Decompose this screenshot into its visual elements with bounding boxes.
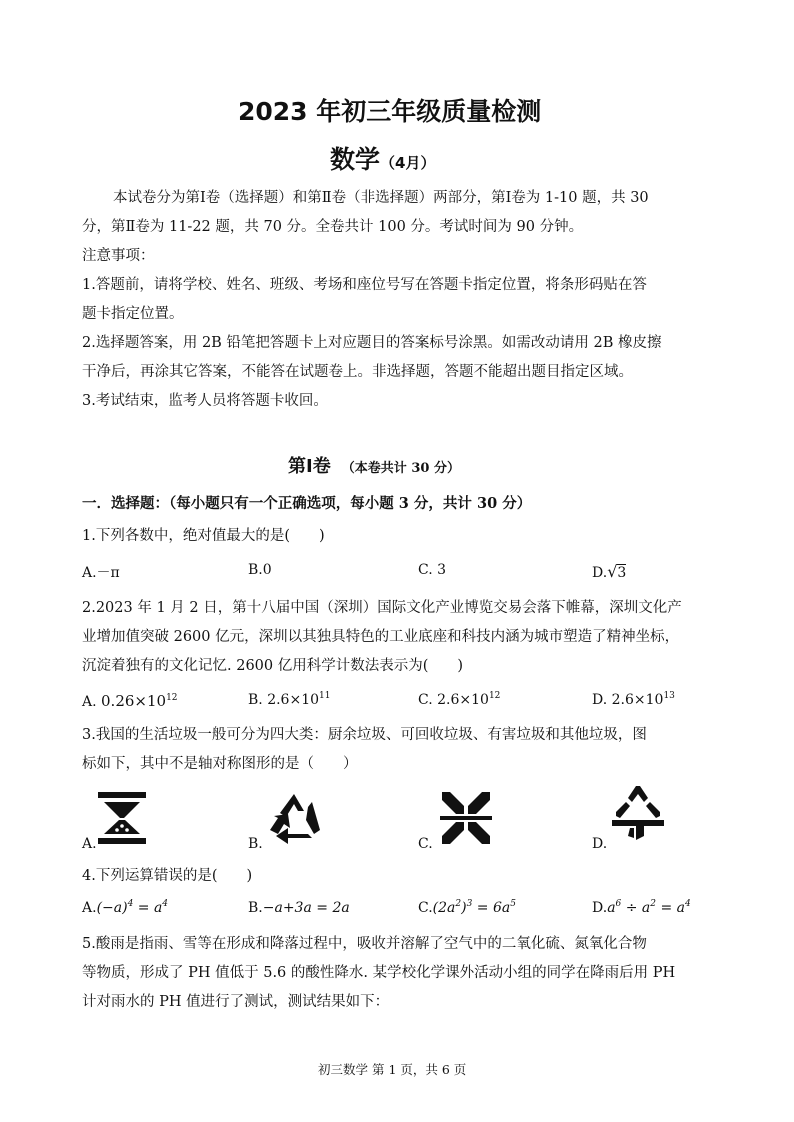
- notice-item-1a: 1.答题前，请将学校、姓名、班级、考场和座位号写在答题卡指定位置，将条形码贴在答: [82, 277, 647, 293]
- q1-option-c: C. 3: [418, 562, 447, 578]
- q2-d-exp: 13: [663, 691, 675, 701]
- q2-option-d: [592, 692, 675, 708]
- q4-c-exp2: 3: [466, 899, 473, 909]
- section-heading: 一．选择题：（每小题只有一个正确选项，每小题 3 分，共计 30 分）: [82, 495, 532, 512]
- q4-a-expr1: (−a): [96, 900, 128, 916]
- q3-line-1: 3.我国的生活垃圾一般可分为四大类：厨余垃圾、可回收垃圾、有害垃圾和其他垃圾，图: [82, 727, 647, 743]
- q2-c-exp: 12: [488, 691, 501, 701]
- q2-c-base: 2.6×10: [437, 692, 489, 708]
- sqrt-icon: √: [607, 562, 618, 581]
- q5-line-2: 等物质，形成了 PH 值低于 5.6 的酸性降水. 某学校化学课外活动小组的同学在降雨后用 PH: [82, 965, 676, 981]
- q4-d-label: D.: [592, 900, 608, 916]
- q2-line-2: 业增加值突破 2600 亿元，深圳以其独具特色的工业底座和科技内涵为城市塑造了精神坐标，: [82, 629, 680, 645]
- q4-a-expr2: = a: [133, 900, 163, 916]
- q4-c-expr3: = 6a: [472, 900, 511, 916]
- q4-d-expr1: a: [607, 900, 616, 916]
- q4-c-exp1: 2: [455, 899, 462, 909]
- q2-a-base: 0.26×10: [101, 692, 167, 710]
- q3-option-d: D.: [592, 836, 608, 852]
- q2-line-3: 沉淀着独有的文化记忆. 2600 亿用科学计数法表示为( ): [82, 658, 464, 674]
- notice-heading: 注意事项：: [82, 248, 155, 264]
- q3-option-c: C.: [418, 836, 433, 852]
- part-title: [288, 452, 460, 478]
- q1-option-d-radicand: 3: [617, 565, 627, 581]
- q4-c-exp3: 5: [510, 899, 516, 909]
- q4-option-c: [418, 900, 516, 916]
- hazardous-waste-icon: [436, 788, 496, 848]
- q4-a-exp2: 4: [162, 899, 169, 909]
- notice-item-2b: 干净后，再涂其它答案，不能答在试题卷上。非选择题，答题不能超出题目指定区域。: [82, 364, 633, 380]
- q2-d-base: 2.6×10: [611, 692, 664, 708]
- intro-line-1: 本试卷分为第Ⅰ卷（选择题）和第Ⅱ卷（非选择题）两部分，第Ⅰ卷为 1-10 题，共 30: [113, 190, 649, 206]
- q3-option-a: A.: [82, 836, 97, 852]
- q4-option-b: [248, 900, 350, 916]
- q4-d-exp2: 2: [650, 899, 656, 909]
- q3-line-2: 标如下，其中不是轴对称图形的是（ ）: [82, 756, 358, 772]
- q4-a-exp1: 4: [127, 899, 134, 909]
- subject-name: 数学: [330, 145, 381, 174]
- q4-b-label: B.: [248, 900, 263, 916]
- q2-b-base: 2.6×10: [267, 692, 320, 708]
- exam-month: （4月）: [380, 154, 436, 172]
- notice-item-1b: 题卡指定位置。: [82, 306, 184, 322]
- page-footer: 初三数学 第 1 页，共 6 页: [318, 1062, 467, 1077]
- recyclable-icon: [264, 790, 324, 846]
- q2-option-a: [82, 692, 178, 710]
- q2-option-c: [418, 692, 500, 708]
- q4-option-d: [592, 900, 691, 916]
- q4-c-expr1: (2a: [432, 900, 456, 916]
- q2-a-label: A.: [82, 694, 97, 710]
- q5-line-1: 5.酸雨是指雨、雪等在形成和降落过程中，吸收并溶解了空气中的二氧化硫、氮氧化合物: [82, 936, 647, 952]
- q2-d-label: D.: [592, 692, 608, 708]
- other-waste-icon: [608, 782, 668, 842]
- part-title-text: 第Ⅰ卷: [288, 456, 331, 477]
- q3-option-b: B.: [248, 836, 263, 852]
- q2-b-label: B.: [248, 692, 263, 708]
- kitchen-waste-icon: [96, 790, 148, 846]
- exam-title: 2023 年初三年级质量检测: [238, 97, 542, 126]
- q4-d-exp1: 6: [615, 899, 622, 909]
- q2-a-exp: 12: [166, 693, 178, 703]
- q4-a-label: A.: [82, 900, 97, 916]
- q2-b-exp: 11: [319, 691, 331, 701]
- q1-option-b: B.0: [248, 562, 272, 578]
- q4-stem: 4.下列运算错误的是( ): [82, 868, 253, 884]
- q1-option-d-label: D.: [592, 565, 608, 581]
- q1-stem: 1.下列各数中，绝对值最大的是( ): [82, 528, 325, 544]
- q4-c-expr2: ): [461, 900, 467, 916]
- q2-line-1: 2.2023 年 1 月 2 日，第十八届中国（深圳）国际文化产业博览交易会落下帷幕，深圳文化产: [82, 600, 682, 616]
- q4-option-a: [82, 900, 168, 916]
- q4-b-expr: −a+3a = 2a: [262, 900, 350, 916]
- q4-d-expr2: ÷ a: [621, 900, 651, 916]
- q4-d-exp3: 4: [684, 899, 691, 909]
- intro-line-2: 分，第Ⅱ卷为 11-22 题，共 70 分。全卷共计 100 分。考试时间为 90 分钟。: [82, 219, 584, 235]
- notice-item-2a: 2.选择题答案，用 2B 铅笔把答题卡上对应题目的答案标号涂黑。如需改动请用 2B 橡皮擦: [82, 335, 662, 351]
- q1-option-d: [592, 562, 626, 581]
- notice-item-3: 3.考试结束，监考人员将答题卡收回。: [82, 393, 328, 409]
- q2-option-b: [248, 692, 330, 708]
- q4-c-label: C.: [418, 900, 433, 916]
- q2-c-label: C.: [418, 692, 433, 708]
- subject-title: [330, 140, 435, 176]
- q1-option-a: A.－π: [82, 565, 120, 581]
- q4-d-expr3: = a: [656, 900, 685, 916]
- q5-line-3: 计对雨水的 PH 值进行了测试，测试结果如下：: [82, 994, 390, 1010]
- part-title-note: （本卷共计 30 分）: [341, 461, 460, 476]
